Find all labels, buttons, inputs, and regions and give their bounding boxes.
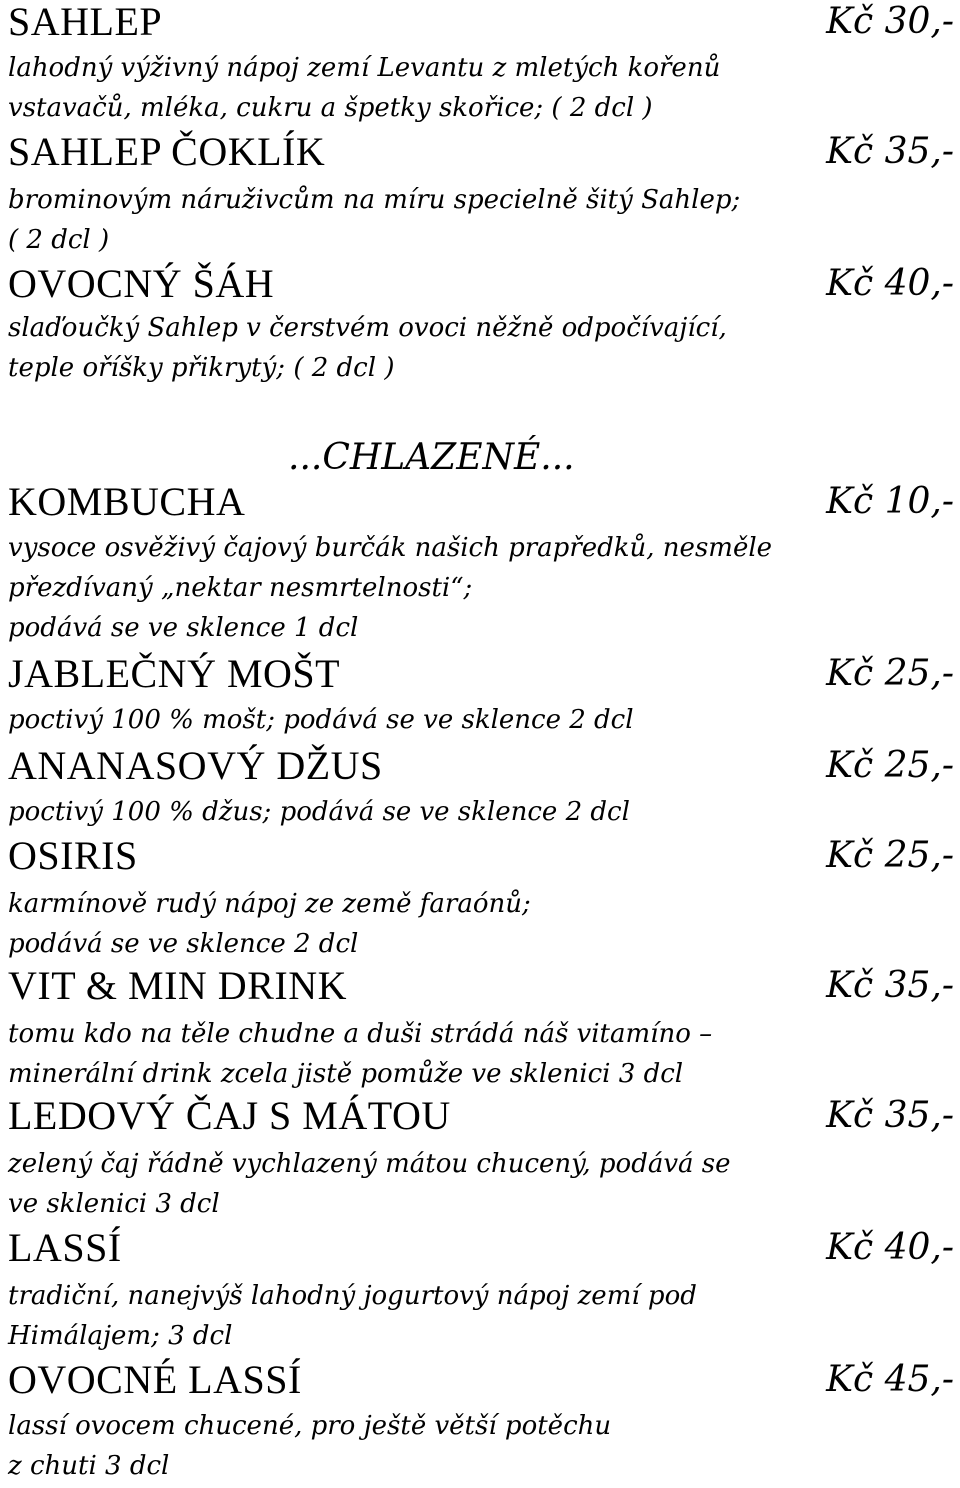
item-description — [8, 1276, 808, 1356]
item-name: LEDOVÝ ČAJ S MÁTOU — [8, 1093, 451, 1138]
item-description — [8, 1014, 808, 1094]
item-price: Kč 25,- — [826, 653, 954, 694]
item-name: VIT & MIN DRINK — [8, 963, 347, 1008]
item-description — [8, 1144, 808, 1224]
item-price: Kč 40,- — [826, 1227, 954, 1268]
description-line: tomu kdo na těle chudne a duši strádá náš vitamíno – — [8, 1019, 713, 1049]
section-heading: ...CHLAZENÉ... — [288, 437, 575, 478]
item-price: Kč 35,- — [826, 965, 954, 1006]
item-description — [8, 308, 808, 388]
item-description — [8, 700, 808, 740]
description-line: lahodný výživný nápoj zemí Levantu z mletých kořenů — [8, 53, 721, 83]
item-name: KOMBUCHA — [8, 479, 246, 524]
item-description — [8, 48, 808, 128]
item-name: ANANASOVÝ DŽUS — [8, 743, 383, 788]
description-line: poctivý 100 % džus; podává se ve sklence 2 dcl — [8, 797, 630, 827]
item-name: JABLEČNÝ MOŠT — [8, 651, 341, 696]
description-line: tradiční, nanejvýš lahodný jogurtový nápoj zemí pod — [8, 1281, 697, 1311]
item-price: Kč 30,- — [826, 1, 954, 42]
item-description — [8, 180, 808, 260]
item-price: Kč 10,- — [826, 481, 954, 522]
item-name: SAHLEP ČOKLÍK — [8, 129, 326, 174]
description-line: brominovým náruživcům na míru specielně šitý Sahlep; — [8, 185, 741, 215]
description-line: Himálajem; 3 dcl — [8, 1321, 233, 1351]
item-price: Kč 35,- — [826, 1095, 954, 1136]
item-price: Kč 25,- — [826, 745, 954, 786]
description-line: poctivý 100 % mošt; podává se ve sklence 2 dcl — [8, 705, 634, 735]
description-line: lassí ovocem chucené, pro ještě větší potěchu — [8, 1411, 612, 1441]
item-name: OVOCNÉ LASSÍ — [8, 1357, 302, 1402]
description-line: vysoce osvěživý čajový burčák našich prapředků, nesměle — [8, 533, 773, 563]
item-price: Kč 45,- — [826, 1359, 954, 1400]
item-description — [8, 528, 808, 648]
item-price: Kč 25,- — [826, 835, 954, 876]
item-description — [8, 792, 808, 832]
description-line: ( 2 dcl ) — [8, 225, 110, 255]
item-price: Kč 40,- — [826, 263, 954, 304]
description-line: teple oříšky přikrytý; ( 2 dcl ) — [8, 353, 395, 383]
description-line: vstavačů, mléka, cukru a špetky skořice; ( 2 dcl ) — [8, 93, 653, 123]
item-name: SAHLEP — [8, 0, 163, 44]
description-line: z chuti 3 dcl — [8, 1451, 170, 1481]
description-line: přezdívaný „nektar nesmrtelnosti“; — [8, 573, 473, 603]
item-name: OVOCNÝ ŠÁH — [8, 261, 275, 306]
item-price: Kč 35,- — [826, 131, 954, 172]
description-line: ve sklenici 3 dcl — [8, 1189, 220, 1219]
description-line: karmínově rudý nápoj ze země faraónů; — [8, 889, 531, 919]
item-description — [8, 1406, 808, 1486]
description-line: slaďoučký Sahlep v čerstvém ovoci něžně odpočívající, — [8, 313, 727, 343]
item-name: LASSÍ — [8, 1225, 122, 1270]
description-line: podává se ve sklence 1 dcl — [8, 613, 359, 643]
item-description — [8, 884, 808, 964]
item-name: OSIRIS — [8, 833, 138, 878]
description-line: podává se ve sklence 2 dcl — [8, 929, 359, 959]
description-line: zelený čaj řádně vychlazený mátou chucený, podává se — [8, 1149, 731, 1179]
description-line: minerální drink zcela jistě pomůže ve sklenici 3 dcl — [8, 1059, 684, 1089]
